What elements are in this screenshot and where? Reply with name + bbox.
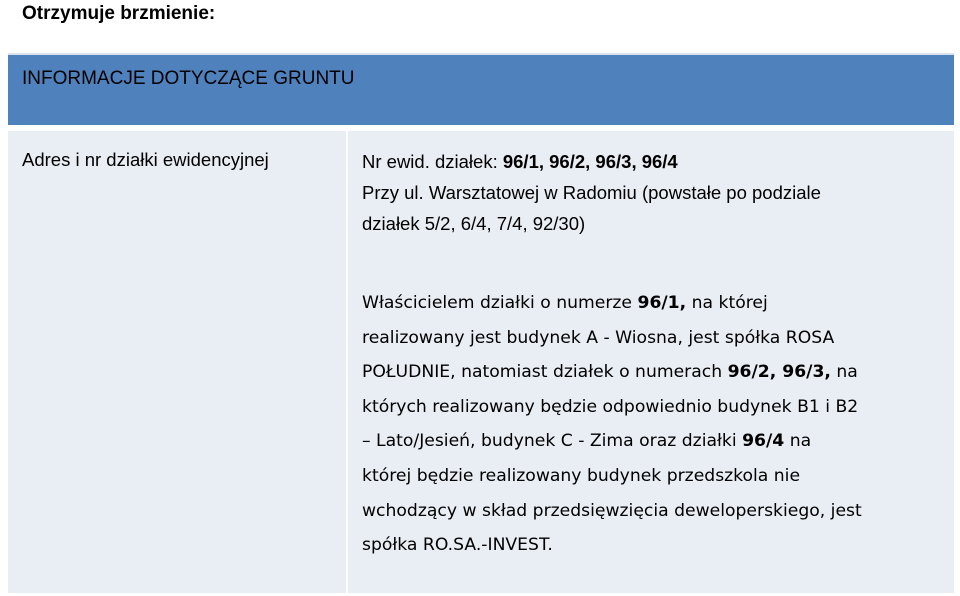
land-info-table bbox=[8, 53, 954, 593]
ownership-block bbox=[362, 286, 952, 563]
previous-parcels-line: działek 5/2, 6/4, 7/4, 92/30) bbox=[362, 213, 586, 234]
ownership-line-5: – Lato/Jesień, budynek C - Zima oraz działki 96/4 na bbox=[362, 431, 812, 452]
address-block bbox=[362, 146, 952, 239]
ownership-line-1: Właścicielem działki o numerze 96/1, na której bbox=[362, 293, 768, 313]
ownership-line-4: których realizowany będzie odpowiednio budynek B1 i B2 bbox=[362, 396, 859, 417]
document-heading: Otrzymuje brzmienie: bbox=[22, 3, 216, 24]
ownership-line-8: spółka RO.SA.-INVEST. bbox=[362, 535, 553, 556]
ownership-line-6: której będzie realizowany budynek przedszkola nie bbox=[362, 465, 801, 486]
table-header-title: INFORMACJE DOTYCZĄCE GRUNTU bbox=[22, 68, 355, 89]
parcel-numbers-line: Nr ewid. działek: 96/1, 96/2, 96/3, 96/4 bbox=[362, 151, 678, 172]
table-header-row bbox=[8, 53, 954, 125]
ownership-line-2: realizowany jest budynek A - Wiosna, jest spółka ROSA bbox=[362, 327, 835, 348]
ownership-line-3: POŁUDNIE, natomiast działek o numerach 96/2, 96/3, na bbox=[362, 362, 858, 383]
row-label: Adres i nr działki ewidencyjnej bbox=[22, 149, 269, 170]
street-line: Przy ul. Warsztatowej w Radomiu (powstałe po podziale bbox=[362, 182, 821, 203]
row-label-cell bbox=[8, 131, 346, 593]
table-row bbox=[8, 131, 954, 593]
row-value-cell bbox=[346, 131, 954, 593]
ownership-line-7: wchodzący w skład przedsięwzięcia deweloperskiego, jest bbox=[362, 500, 862, 521]
